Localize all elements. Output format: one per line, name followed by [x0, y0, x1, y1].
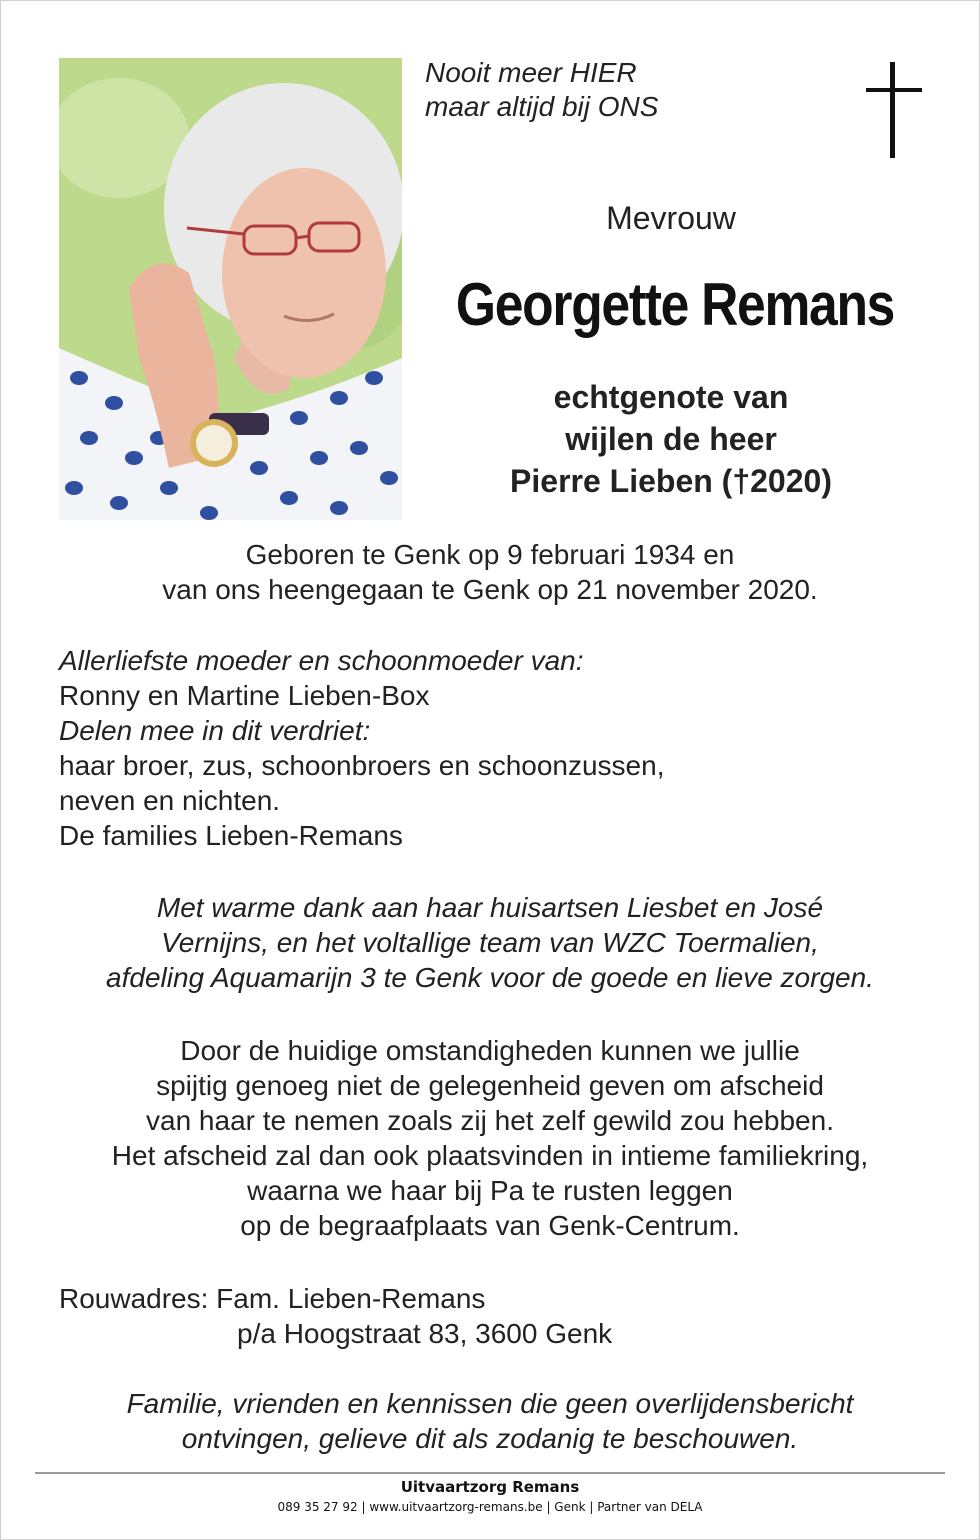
closing-line: ontvingen, gelieve dit als zodanig te beschouwen.: [181, 1423, 799, 1454]
footer-divider: [35, 1472, 945, 1474]
address-block: [59, 1281, 939, 1351]
motto-line-2: maar altijd bij ONS: [425, 91, 659, 122]
address-line-1: Rouwadres: Fam. Lieben-Remans: [59, 1283, 486, 1314]
ceremony-line: van haar te nemen zoals zij het zelf gewild zou hebben.: [146, 1105, 834, 1136]
cross-icon: [866, 62, 922, 158]
portrait-photo: [59, 58, 402, 520]
family-line: haar broer, zus, schoonbroers en schoonzussen,: [59, 750, 665, 781]
ceremony-line: waarna we haar bij Pa te rusten leggen: [247, 1175, 733, 1206]
motto: [425, 56, 658, 124]
family-heading-1: Allerliefste moeder en schoonmoeder van:: [59, 645, 584, 676]
spouse-line-3: Pierre Lieben (†2020): [510, 463, 832, 499]
death-line: van ons heengegaan te Genk op 21 november 2020.: [162, 574, 818, 605]
family-block: [59, 643, 939, 853]
birth-line: Geboren te Genk op 9 februari 1934 en: [245, 539, 735, 570]
ceremony-line: Het afscheid zal dan ook plaatsvinden in intieme familiekring,: [111, 1140, 869, 1171]
spouse-line-1: echtgenote van: [553, 379, 789, 415]
ceremony-line: Door de huidige omstandigheden kunnen we jullie: [180, 1035, 800, 1066]
dates-block: [0, 537, 980, 607]
funeral-contact-info: 089 35 27 92 | www.uitvaartzorg-remans.be | Genk | Partner van DELA: [277, 1500, 703, 1514]
closing-line: Familie, vrienden en kennissen die geen overlijdensbericht: [126, 1388, 854, 1419]
thanks-block: [0, 890, 980, 995]
family-line: neven en nichten.: [59, 785, 281, 816]
family-line: De families Lieben-Remans: [59, 820, 403, 851]
spouse-line-2: wijlen de heer: [565, 421, 777, 457]
thanks-line: afdeling Aquamarijn 3 te Genk voor de goede en lieve zorgen.: [106, 962, 874, 993]
thanks-line: Vernijns, en het voltallige team van WZC Toermalien,: [161, 927, 819, 958]
ceremony-block: [0, 1033, 980, 1243]
family-heading-2: Delen mee in dit verdriet:: [59, 715, 371, 746]
honorific: Mevrouw: [606, 200, 736, 236]
ceremony-line: spijtig genoeg niet de gelegenheid geven om afscheid: [156, 1070, 824, 1101]
thanks-line: Met warme dank aan haar huisartsen Liesbet en José: [156, 892, 824, 923]
motto-line-1: Nooit meer HIER: [425, 57, 637, 88]
deceased-name: Georgette Remans: [455, 271, 895, 338]
family-line-children: Ronny en Martine Lieben-Box: [59, 680, 430, 711]
funeral-company: Uitvaartzorg Remans: [400, 1478, 580, 1496]
spouse-info: [420, 376, 922, 502]
ceremony-line: op de begraafplaats van Genk-Centrum.: [240, 1210, 740, 1241]
closing-block: [0, 1386, 980, 1456]
address-line-2: p/a Hoogstraat 83, 3600 Genk: [237, 1318, 613, 1349]
